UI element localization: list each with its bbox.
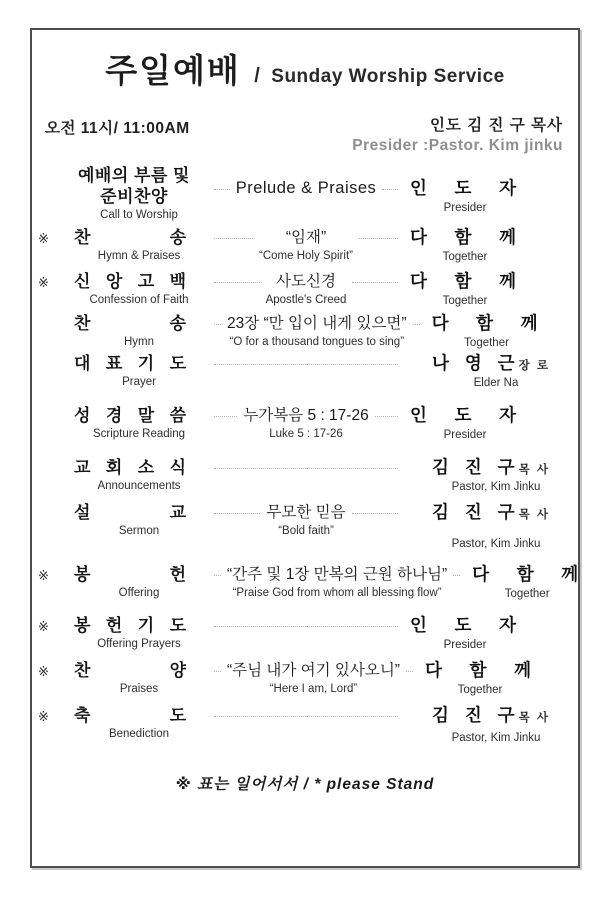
item-person-korean: 다 함 께 <box>410 227 516 247</box>
program-row <box>32 705 578 746</box>
item-title-korean <box>74 227 186 248</box>
item-title-cell <box>64 271 214 308</box>
item-person-english: Together <box>457 684 503 696</box>
item-person-english: Presider <box>443 429 487 441</box>
item-person-line <box>425 660 565 681</box>
item-person-cell <box>398 457 550 495</box>
dotted-leader-left <box>214 513 260 514</box>
item-title-english: Confession of Faith <box>89 294 189 306</box>
item-person-cell <box>398 405 550 443</box>
item-person-english: Together <box>464 337 509 349</box>
item-person-english: Pastor, Kim Jinku <box>451 481 541 493</box>
dotted-leader-left <box>214 575 221 576</box>
dotted-leader-left <box>214 716 306 717</box>
item-person-korean: 다 함 께 <box>410 271 516 291</box>
item-content-block <box>253 227 359 264</box>
item-title-english: Prayer <box>122 376 156 388</box>
program-list <box>32 165 578 746</box>
item-title-korean-line: 축 도 <box>74 706 186 725</box>
item-content-english: “Praise God from whom all blessing flow” <box>232 587 442 599</box>
item-content-english: “Bold faith” <box>278 525 334 537</box>
program-row <box>32 353 578 391</box>
item-person-cell <box>460 564 600 602</box>
item-title-korean-line: 대 표 기 도 <box>74 354 186 373</box>
item-content-line <box>214 271 398 308</box>
dotted-leader-right <box>382 189 398 190</box>
item-title-english: Benediction <box>108 728 170 740</box>
dotted-leader-left <box>214 468 306 469</box>
dotted-leader-right <box>406 671 413 672</box>
item-person-title: 목 사 <box>518 464 550 476</box>
dotted-leader-right <box>306 364 398 365</box>
dotted-leader-left <box>214 238 253 239</box>
item-person-korean: 다 함 께 <box>424 660 531 680</box>
item-person-cell <box>413 660 565 698</box>
item-title-english: Hymn & Praises <box>97 250 181 262</box>
item-content-main: 사도신경 <box>276 273 336 290</box>
dotted-leader-left <box>214 626 306 627</box>
item-content-main: “주님 내가 여기 있사오니” <box>227 662 400 679</box>
item-title-cell <box>64 660 214 697</box>
item-title-english: Offering Prayers <box>97 638 181 650</box>
item-person-line <box>432 705 550 726</box>
item-person-line <box>410 405 550 426</box>
item-title-cell <box>64 502 214 539</box>
item-content-cell <box>214 405 398 442</box>
item-content-english: Apostle's Creed <box>265 294 347 306</box>
item-content-cell <box>214 705 398 726</box>
program-row <box>32 564 578 602</box>
item-title-korean-line: 설 교 <box>74 503 186 522</box>
item-person-cell <box>398 705 550 746</box>
item-title-cell <box>64 615 214 652</box>
item-person-line <box>432 353 550 374</box>
item-content-main: 누가복음 5 : 17-26 <box>243 407 369 424</box>
stand-mark: ※ <box>38 275 49 290</box>
item-title-korean <box>74 502 186 523</box>
item-title-korean <box>74 564 186 585</box>
item-content-line <box>214 227 398 264</box>
item-title-korean-line: 봉 헌 <box>74 565 186 584</box>
item-title-english: Praises <box>119 683 159 695</box>
item-person-korean: 김 진 구 <box>432 457 515 477</box>
item-content-english: “Come Holy Spirit” <box>259 250 353 262</box>
item-content-cell <box>214 353 398 374</box>
item-content-cell <box>214 660 413 697</box>
item-content-cell <box>214 313 420 350</box>
item-person-english: Pastor, Kim Jinku <box>451 732 541 744</box>
program-row <box>32 502 578 552</box>
item-title-cell <box>64 313 214 350</box>
stand-note: ※ 표는 일어서서 / * please Stand <box>175 776 435 793</box>
item-content-main: 23장 “만 입이 내게 있으면” <box>227 315 407 332</box>
item-person-english: Pastor, Kim Jinku <box>451 538 541 550</box>
item-title-korean-line: 예배의 부름 및 <box>78 166 190 185</box>
item-person-line <box>432 502 550 523</box>
item-person-line <box>432 313 572 334</box>
item-person-cell <box>398 165 550 216</box>
item-title-cell <box>64 705 214 742</box>
presider-korean: 인도 김 진 구 목사 <box>429 117 563 134</box>
item-title-english: Offering <box>118 587 160 599</box>
item-person-line <box>410 271 550 292</box>
program-row <box>32 271 578 309</box>
stand-mark: ※ <box>38 709 49 724</box>
item-content-line <box>214 705 398 726</box>
item-content-english: “O for a thousand tongues to sing” <box>229 336 405 348</box>
item-person-korean: 나 영 근 <box>432 353 515 373</box>
item-content-cell <box>214 502 398 539</box>
bulletin-frame <box>30 28 580 868</box>
item-title-korean-line: 찬 송 <box>74 228 186 247</box>
item-content-block <box>221 660 406 697</box>
item-content-cell <box>214 615 398 636</box>
dotted-leader-right <box>359 238 398 239</box>
item-content-block <box>237 405 374 442</box>
item-content-english: “Here I am, Lord” <box>269 683 358 695</box>
stand-mark: ※ <box>38 231 49 246</box>
dotted-leader-left <box>214 671 221 672</box>
dotted-leader-right <box>413 324 420 325</box>
stand-mark: ※ <box>38 619 49 634</box>
item-person-line <box>410 178 550 199</box>
program-row <box>32 615 578 653</box>
stand-mark <box>38 405 64 409</box>
item-content-line <box>214 564 460 601</box>
dotted-leader-right <box>306 468 398 469</box>
stand-mark: ※ <box>38 664 49 679</box>
item-content-block <box>230 178 383 200</box>
stand-mark <box>38 313 64 317</box>
item-title-cell <box>64 227 214 264</box>
item-content-line <box>214 353 398 374</box>
program-row <box>32 165 578 223</box>
item-title-korean <box>74 405 186 426</box>
item-content-cell <box>214 564 460 601</box>
item-content-main: 무모한 믿음 <box>266 504 346 521</box>
item-title-cell <box>64 564 214 601</box>
title-korean: 주일예배 <box>105 52 241 89</box>
item-title-korean <box>74 660 186 681</box>
program-row <box>32 313 578 351</box>
item-person-korean: 인 도 자 <box>410 405 516 425</box>
item-content-line <box>214 178 398 200</box>
item-person-korean: 김 진 구 <box>432 502 515 522</box>
dotted-leader-right <box>375 416 398 417</box>
item-title-korean-line: 찬 송 <box>74 314 186 333</box>
item-content-block <box>260 271 353 308</box>
item-person-english: Together <box>442 295 488 307</box>
item-title-english: Announcements <box>97 480 181 492</box>
item-content-line <box>214 502 398 539</box>
item-content-cell <box>214 457 398 478</box>
item-title-korean <box>64 165 204 207</box>
item-title-korean <box>74 313 186 334</box>
item-title-english: Call to Worship <box>100 209 178 221</box>
page-title <box>32 45 578 92</box>
service-info-row <box>45 116 563 156</box>
dotted-leader-right <box>352 282 398 283</box>
item-title-korean-line: 봉 헌 기 도 <box>74 616 186 635</box>
item-person-title: 목 사 <box>518 712 550 724</box>
stand-mark <box>38 502 64 506</box>
item-title-korean-line: 신 앙 고 백 <box>74 272 186 291</box>
item-person-line <box>410 615 550 636</box>
item-content-cell <box>214 165 398 200</box>
dotted-leader-right <box>306 716 398 717</box>
item-person-korean: 다 함 께 <box>472 564 579 584</box>
item-content-main: Prelude & Praises <box>235 179 377 197</box>
item-person-english: Together <box>504 588 550 600</box>
presider-block <box>352 116 563 156</box>
item-person-cell <box>420 313 572 351</box>
item-content-line <box>214 405 398 442</box>
item-content-line <box>214 457 398 478</box>
item-title-korean-line: 교 회 소 식 <box>74 458 186 477</box>
item-title-korean-line: 찬 양 <box>74 661 186 680</box>
program-row <box>32 457 578 495</box>
item-person-korean: 김 진 구 <box>432 705 515 725</box>
stand-mark: ※ <box>38 568 49 583</box>
title-english: Sunday Worship Service <box>271 66 505 87</box>
item-person-korean: 인 도 자 <box>410 615 516 635</box>
item-title-cell <box>64 165 214 223</box>
dotted-leader-right <box>352 513 398 514</box>
item-title-korean <box>74 353 186 374</box>
item-title-english: Sermon <box>118 525 160 537</box>
program-row <box>32 405 578 443</box>
item-title-korean <box>74 271 186 292</box>
stand-mark <box>38 353 64 357</box>
item-title-english: Hymn <box>123 336 155 348</box>
item-content-block <box>221 564 453 601</box>
stand-mark <box>38 165 64 169</box>
item-content-english: Luke 5 : 17-26 <box>269 428 343 440</box>
item-content-line <box>214 660 413 697</box>
item-person-cell <box>398 353 550 391</box>
item-person-line <box>472 564 600 585</box>
program-row <box>32 660 578 698</box>
item-person-cell <box>398 615 550 653</box>
item-content-line <box>214 615 398 636</box>
item-title-korean <box>74 457 186 478</box>
item-title-korean <box>74 705 186 726</box>
dotted-leader-left <box>214 282 260 283</box>
dotted-leader-right <box>453 575 460 576</box>
item-person-english: Together <box>442 251 488 263</box>
item-person-korean: 다 함 께 <box>431 313 538 333</box>
item-person-cell <box>398 502 550 552</box>
dotted-leader-right <box>306 626 398 627</box>
item-content-cell <box>214 227 398 264</box>
item-title-cell <box>64 457 214 494</box>
item-title-cell <box>64 405 214 442</box>
dotted-leader-left <box>214 416 237 417</box>
item-title-korean <box>74 615 186 636</box>
item-person-line <box>410 227 550 248</box>
item-person-english: Presider <box>443 202 487 214</box>
dotted-leader-left <box>214 189 230 190</box>
item-content-main: “임재” <box>285 229 327 246</box>
item-content-block <box>260 502 351 539</box>
item-title-korean-line: 성 경 말 씀 <box>74 406 186 425</box>
service-time: 오전 11시/ 11:00AM <box>45 120 190 137</box>
item-content-main: “간주 및 1장 만복의 근원 하나님” <box>227 566 448 583</box>
item-person-cell <box>398 227 550 265</box>
item-content-line <box>214 313 420 350</box>
item-title-english: Scripture Reading <box>92 428 186 440</box>
item-content-block <box>221 313 413 350</box>
program-row <box>32 227 578 265</box>
item-person-title: 목 사 <box>518 509 550 521</box>
item-person-korean: 인 도 자 <box>410 178 516 198</box>
title-separator: / <box>254 65 260 87</box>
dotted-leader-left <box>214 364 306 365</box>
item-title-korean-line: 준비찬양 <box>100 187 168 206</box>
item-person-cell <box>398 271 550 309</box>
item-person-line <box>432 457 550 478</box>
presider-english: Presider :Pastor. Kim jinku <box>352 137 563 154</box>
item-content-cell <box>214 271 398 308</box>
item-person-english: Presider <box>443 639 487 651</box>
item-person-title: 장 로 <box>518 360 550 372</box>
item-title-cell <box>64 353 214 390</box>
stand-mark <box>38 457 64 461</box>
dotted-leader-left <box>214 324 221 325</box>
item-person-english: Elder Na <box>473 377 519 389</box>
